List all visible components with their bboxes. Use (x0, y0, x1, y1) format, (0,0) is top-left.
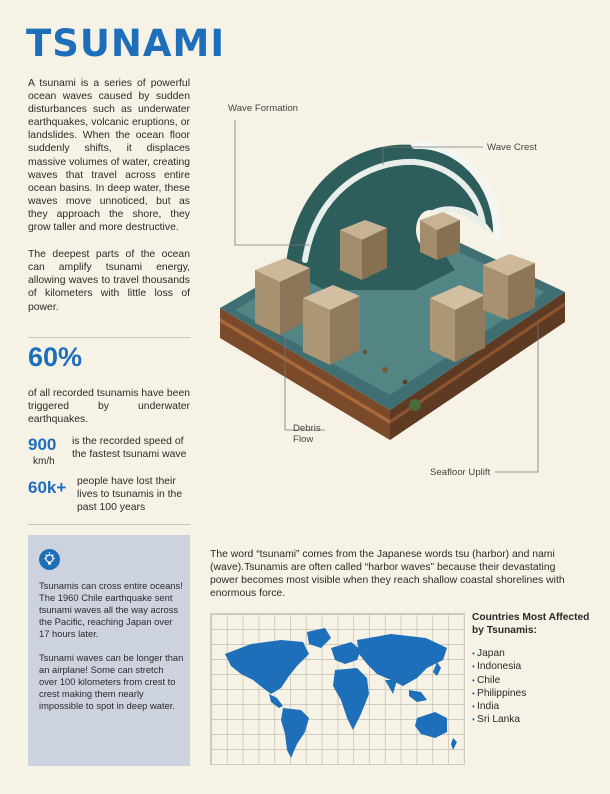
stat-speed-unit: km/h (33, 456, 55, 467)
debris (363, 350, 367, 354)
intro-text (28, 77, 190, 328)
stat-percent-text: of all recorded tsunamis have been triggered by underwater earthquakes. (28, 388, 190, 426)
fact-box-text (39, 580, 184, 724)
building (430, 285, 485, 362)
page-title: TSUNAMI (26, 22, 226, 65)
building (340, 220, 387, 280)
stat-lives-text: people have lost their lives to tsunamis in the past 100 years (77, 476, 183, 513)
intro-paragraph-1: A tsunami is a series of powerful ocean waves caused by sudden disturbances such as underwater earthquakes, volcanic eruptions, or landslides. When the ocean floor suddenly shifts, it displaces massive volumes of water, creating waves that travel across entire ocean basins. In deep water, these waves move unnoticed, but as they approach the shore, they grow taller and more destructive. (28, 78, 190, 234)
country-item: • Sri Lanka (472, 713, 526, 726)
country-item: • Philippines (472, 687, 526, 700)
building (303, 285, 360, 365)
label-wave-formation: Wave Formation (228, 103, 299, 114)
country-item: • Chile (472, 674, 526, 687)
building (255, 258, 310, 335)
stat-speed-value: 900 (28, 435, 57, 454)
lightbulb-icon (39, 549, 60, 570)
fact-1: Tsunamis can cross entire oceans! The 1960 Chile earthquake sent tsunami waves all the way across the Pacific, reaching Japan over 17 hours later. (39, 580, 183, 639)
building (420, 212, 460, 260)
tree (409, 399, 421, 411)
world-map (210, 613, 465, 765)
label-debris-flow-line1: Debris (293, 423, 321, 434)
label-seafloor-uplift: Seafloor Uplift (430, 467, 491, 478)
label-debris-flow-line2: Flow (293, 434, 314, 445)
south-america (281, 708, 309, 758)
africa (333, 668, 369, 730)
tsunami-illustration (215, 120, 580, 480)
countries-title: Countries Most Affected by Tsunamis: (472, 612, 590, 636)
debris (403, 380, 408, 385)
world-map-shapes (211, 614, 464, 764)
stat-percent-value: 60% (28, 342, 83, 372)
europe (331, 642, 361, 664)
country-item: • Indonesia (472, 660, 526, 673)
intro-paragraph-2: The deepest parts of the ocean can amplify tsunami energy, allowing waves to travel thousands of kilometers with little loss of power. (28, 249, 190, 313)
stat-lives-value: 60k+ (28, 478, 67, 497)
india (385, 680, 397, 694)
divider (28, 524, 190, 525)
north-america (225, 640, 309, 694)
stat-lives (28, 475, 198, 515)
central-america (269, 694, 283, 708)
country-item: • India (472, 700, 526, 713)
stat-speed (28, 435, 198, 471)
australia (415, 712, 447, 738)
divider (28, 337, 190, 338)
greenland (307, 628, 331, 648)
new-zealand (451, 738, 457, 750)
debris (382, 367, 388, 373)
building (483, 254, 535, 320)
label-wave-crest: Wave Crest (487, 142, 537, 153)
southeast-asia (409, 690, 427, 702)
country-item: • Japan (472, 647, 526, 660)
countries-list (472, 647, 526, 727)
fact-2: Tsunami waves can be longer than an airplane! Some can stretch over 100 kilometers from crest to crest making them nearly impossible to spot in deep water. (39, 652, 184, 711)
stat-speed-text: is the recorded speed of the fastest tsunami wave (72, 436, 187, 460)
word-origin-text: The word “tsunami” comes from the Japanese words tsu (harbor) and nami (wave).Tsunamis are often called “harbor waves” because their devastating power becomes most visible when they reach shallow coastal shorelines with enormous force. (210, 549, 565, 600)
asia (357, 634, 447, 686)
